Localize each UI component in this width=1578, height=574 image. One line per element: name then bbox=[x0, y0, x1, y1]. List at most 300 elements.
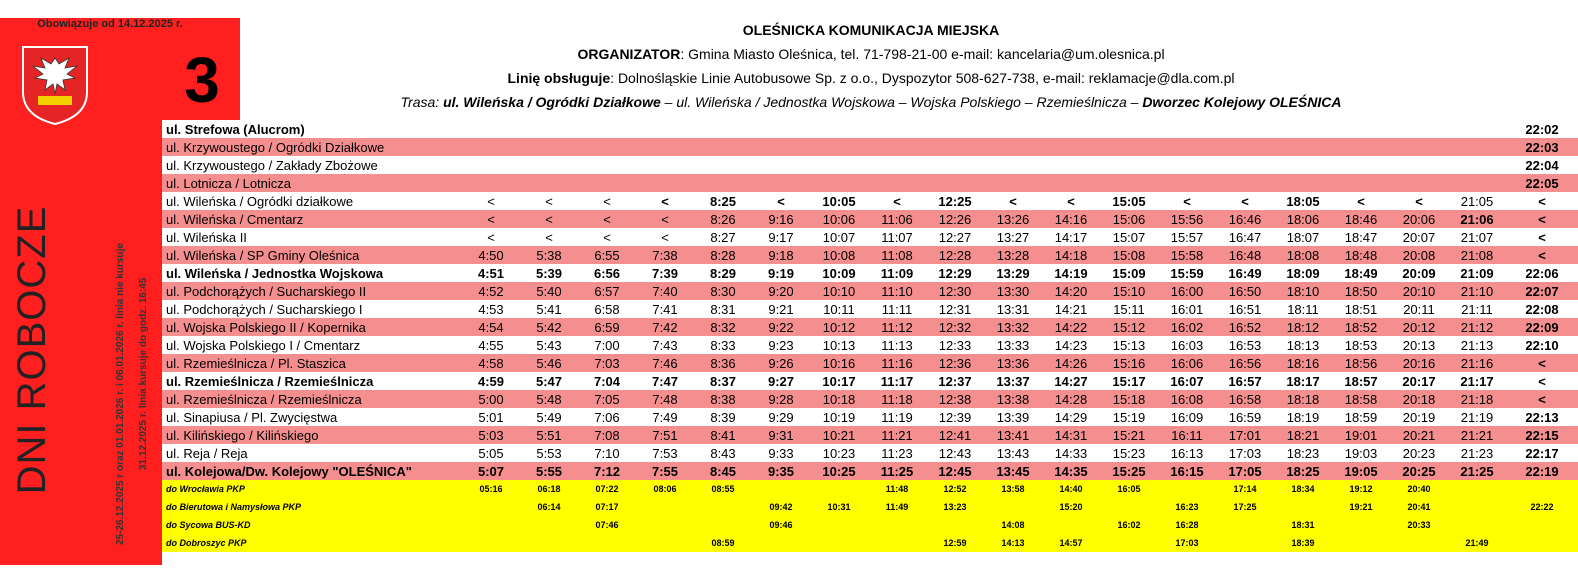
departure-time: < bbox=[984, 192, 1042, 210]
departure-time bbox=[926, 156, 984, 174]
stop-name: ul. Podchorążych / Sucharskiego I bbox=[162, 300, 462, 318]
stop-row bbox=[162, 354, 1578, 372]
stop-row bbox=[162, 390, 1578, 408]
departure-time bbox=[868, 120, 926, 138]
departure-time: 12:26 bbox=[926, 210, 984, 228]
connection-time: 08:06 bbox=[636, 480, 694, 498]
day-type-label: DNI ROBOCZE bbox=[10, 205, 54, 495]
departure-time bbox=[578, 174, 636, 192]
departure-time bbox=[1216, 120, 1274, 138]
departure-time: 10:13 bbox=[810, 336, 868, 354]
departure-time: 22:09 bbox=[1506, 318, 1578, 336]
departure-time: 22:19 bbox=[1506, 462, 1578, 480]
stop-name: ul. Wileńska II bbox=[162, 228, 462, 246]
departure-time: 7:49 bbox=[636, 408, 694, 426]
departure-time: 16:51 bbox=[1216, 300, 1274, 318]
departure-time: < bbox=[1216, 192, 1274, 210]
departure-time: 7:53 bbox=[636, 444, 694, 462]
departure-time: 12:31 bbox=[926, 300, 984, 318]
stop-row bbox=[162, 192, 1578, 210]
departure-time bbox=[810, 156, 868, 174]
departure-time: 11:16 bbox=[868, 354, 926, 372]
departure-time: 11:17 bbox=[868, 372, 926, 390]
connection-time: 06:14 bbox=[520, 498, 578, 516]
departure-time: 20:18 bbox=[1390, 390, 1448, 408]
stop-name: ul. Strefowa (Alucrom) bbox=[162, 120, 462, 138]
departure-time: 18:56 bbox=[1332, 354, 1390, 372]
departure-time: < bbox=[1506, 228, 1578, 246]
connection-time bbox=[462, 534, 520, 552]
departure-time: 5:42 bbox=[520, 318, 578, 336]
departure-time: < bbox=[636, 228, 694, 246]
stop-row bbox=[162, 246, 1578, 264]
departure-time: 21:25 bbox=[1448, 462, 1506, 480]
departure-time: < bbox=[520, 192, 578, 210]
departure-time: 4:55 bbox=[462, 336, 520, 354]
departure-time: 11:08 bbox=[868, 246, 926, 264]
departure-time bbox=[694, 156, 752, 174]
connection-time bbox=[636, 516, 694, 534]
departure-time: 8:30 bbox=[694, 282, 752, 300]
departure-time: 7:10 bbox=[578, 444, 636, 462]
departure-time: 18:49 bbox=[1332, 264, 1390, 282]
departure-time: < bbox=[520, 228, 578, 246]
departure-time: 18:52 bbox=[1332, 318, 1390, 336]
departure-time: < bbox=[578, 210, 636, 228]
departure-time bbox=[752, 138, 810, 156]
departure-time: 18:48 bbox=[1332, 246, 1390, 264]
departure-time: 5:05 bbox=[462, 444, 520, 462]
departure-time: 20:23 bbox=[1390, 444, 1448, 462]
departure-time: < bbox=[462, 192, 520, 210]
departure-time bbox=[1100, 174, 1158, 192]
departure-time: 12:27 bbox=[926, 228, 984, 246]
departure-time: 10:11 bbox=[810, 300, 868, 318]
departure-time: 17:01 bbox=[1216, 426, 1274, 444]
connection-time: 09:42 bbox=[752, 498, 810, 516]
connection-time bbox=[520, 534, 578, 552]
departure-time: 9:29 bbox=[752, 408, 810, 426]
departure-time: 14:29 bbox=[1042, 408, 1100, 426]
stop-name: ul. Wileńska / Jednostka Wojskowa bbox=[162, 264, 462, 282]
connection-time: 21:49 bbox=[1448, 534, 1506, 552]
departure-time: 18:47 bbox=[1332, 228, 1390, 246]
departure-time bbox=[1390, 120, 1448, 138]
departure-time: 13:36 bbox=[984, 354, 1042, 372]
departure-time: 15:56 bbox=[1158, 210, 1216, 228]
departure-time: 22:17 bbox=[1506, 444, 1578, 462]
header-title: OLEŚNICKA KOMUNIKACJA MIEJSKA bbox=[742, 22, 1000, 38]
departure-time bbox=[462, 120, 520, 138]
connection-time bbox=[1274, 498, 1332, 516]
connection-time: 16:05 bbox=[1100, 480, 1158, 498]
connection-time: 14:57 bbox=[1042, 534, 1100, 552]
connection-time bbox=[1216, 534, 1274, 552]
departure-time: 21:19 bbox=[1448, 408, 1506, 426]
connection-time: 07:17 bbox=[578, 498, 636, 516]
departure-time: 18:51 bbox=[1332, 300, 1390, 318]
departure-time: 14:33 bbox=[1042, 444, 1100, 462]
departure-time: 13:39 bbox=[984, 408, 1042, 426]
departure-time: 18:46 bbox=[1332, 210, 1390, 228]
departure-time: < bbox=[1506, 390, 1578, 408]
timetable bbox=[162, 120, 1578, 552]
departure-time: 9:33 bbox=[752, 444, 810, 462]
departure-time: 5:01 bbox=[462, 408, 520, 426]
departure-time bbox=[1448, 138, 1506, 156]
departure-time bbox=[984, 156, 1042, 174]
departure-time: 12:39 bbox=[926, 408, 984, 426]
departure-time bbox=[1158, 156, 1216, 174]
departure-time bbox=[810, 174, 868, 192]
departure-time bbox=[1042, 138, 1100, 156]
connection-time: 05:16 bbox=[462, 480, 520, 498]
departure-time: 10:23 bbox=[810, 444, 868, 462]
stop-row bbox=[162, 300, 1578, 318]
new-year-eve-note: 31.12.2025 r. linia kursuje do godz. 16:45 bbox=[138, 277, 149, 470]
departure-time: < bbox=[1506, 372, 1578, 390]
departure-time: 10:19 bbox=[810, 408, 868, 426]
connection-time bbox=[1100, 534, 1158, 552]
connection-time: 14:40 bbox=[1042, 480, 1100, 498]
departure-time: 12:30 bbox=[926, 282, 984, 300]
departure-time: 21:23 bbox=[1448, 444, 1506, 462]
stop-name: ul. Krzywoustego / Ogródki Działkowe bbox=[162, 138, 462, 156]
departure-time: 13:28 bbox=[984, 246, 1042, 264]
departure-time: 7:40 bbox=[636, 282, 694, 300]
departure-time bbox=[636, 120, 694, 138]
departure-time: 16:57 bbox=[1216, 372, 1274, 390]
connection-time bbox=[1506, 516, 1578, 534]
departure-time: 10:21 bbox=[810, 426, 868, 444]
departure-time bbox=[520, 174, 578, 192]
stop-name: ul. Sinapiusa / Pl. Zwycięstwa bbox=[162, 408, 462, 426]
departure-time: 18:17 bbox=[1274, 372, 1332, 390]
departure-time: 16:02 bbox=[1158, 318, 1216, 336]
departure-time: 14:22 bbox=[1042, 318, 1100, 336]
departure-time: 18:06 bbox=[1274, 210, 1332, 228]
departure-time: 5:07 bbox=[462, 462, 520, 480]
departure-time: 11:23 bbox=[868, 444, 926, 462]
connection-destination: do Wrocławia PKP bbox=[162, 480, 462, 498]
connection-time bbox=[694, 516, 752, 534]
connection-time bbox=[1332, 516, 1390, 534]
departure-time: 5:55 bbox=[520, 462, 578, 480]
connection-time: 18:31 bbox=[1274, 516, 1332, 534]
departure-time: 12:36 bbox=[926, 354, 984, 372]
departure-time: 18:11 bbox=[1274, 300, 1332, 318]
stop-name: ul. Rzemieślnicza / Pl. Staszica bbox=[162, 354, 462, 372]
connection-time: 20:33 bbox=[1390, 516, 1448, 534]
departure-time: 21:05 bbox=[1448, 192, 1506, 210]
departure-time: 7:51 bbox=[636, 426, 694, 444]
departure-time: 14:18 bbox=[1042, 246, 1100, 264]
departure-time: 18:58 bbox=[1332, 390, 1390, 408]
departure-time: 10:06 bbox=[810, 210, 868, 228]
connection-time bbox=[694, 498, 752, 516]
departure-time bbox=[1274, 156, 1332, 174]
connection-time bbox=[1100, 498, 1158, 516]
stop-row bbox=[162, 120, 1578, 138]
departure-time: 5:46 bbox=[520, 354, 578, 372]
stop-row bbox=[162, 210, 1578, 228]
departure-time: 16:15 bbox=[1158, 462, 1216, 480]
departure-time: 11:07 bbox=[868, 228, 926, 246]
departure-time: 18:16 bbox=[1274, 354, 1332, 372]
departure-time: 15:19 bbox=[1100, 408, 1158, 426]
departure-time: 11:18 bbox=[868, 390, 926, 408]
departure-time: 14:31 bbox=[1042, 426, 1100, 444]
departure-time: 16:52 bbox=[1216, 318, 1274, 336]
departure-time bbox=[694, 120, 752, 138]
departure-time: 8:39 bbox=[694, 408, 752, 426]
connection-time: 11:48 bbox=[868, 480, 926, 498]
departure-time: < bbox=[462, 228, 520, 246]
departure-time: 13:29 bbox=[984, 264, 1042, 282]
departure-time: 20:07 bbox=[1390, 228, 1448, 246]
departure-time: 9:31 bbox=[752, 426, 810, 444]
departure-time: 16:59 bbox=[1216, 408, 1274, 426]
departure-time: 5:43 bbox=[520, 336, 578, 354]
departure-time bbox=[578, 138, 636, 156]
departure-time: < bbox=[752, 192, 810, 210]
departure-time: 21:12 bbox=[1448, 318, 1506, 336]
stop-row bbox=[162, 444, 1578, 462]
stop-name: ul. Kolejowa/Dw. Kolejowy "OLEŚNICA" bbox=[162, 462, 462, 480]
departure-time: 16:47 bbox=[1216, 228, 1274, 246]
departure-time: 21:08 bbox=[1448, 246, 1506, 264]
departure-time: 20:16 bbox=[1390, 354, 1448, 372]
departure-time: 8:41 bbox=[694, 426, 752, 444]
departure-time bbox=[1274, 174, 1332, 192]
departure-time: 18:12 bbox=[1274, 318, 1332, 336]
connection-time bbox=[1448, 480, 1506, 498]
departure-time: 9:21 bbox=[752, 300, 810, 318]
stop-name: ul. Wileńska / Cmentarz bbox=[162, 210, 462, 228]
departure-time: 11:19 bbox=[868, 408, 926, 426]
departure-time: 9:20 bbox=[752, 282, 810, 300]
departure-time bbox=[1332, 156, 1390, 174]
departure-time: 13:33 bbox=[984, 336, 1042, 354]
departure-time bbox=[520, 156, 578, 174]
departure-time: 21:17 bbox=[1448, 372, 1506, 390]
departure-time: 7:12 bbox=[578, 462, 636, 480]
connection-time: 20:40 bbox=[1390, 480, 1448, 498]
departure-time: 16:06 bbox=[1158, 354, 1216, 372]
departure-time: 9:17 bbox=[752, 228, 810, 246]
departure-time: 9:23 bbox=[752, 336, 810, 354]
departure-time: 18:07 bbox=[1274, 228, 1332, 246]
departure-time: 16:08 bbox=[1158, 390, 1216, 408]
departure-time: 21:06 bbox=[1448, 210, 1506, 228]
departure-time: 14:19 bbox=[1042, 264, 1100, 282]
stop-row bbox=[162, 336, 1578, 354]
connection-time bbox=[752, 534, 810, 552]
departure-time: 18:18 bbox=[1274, 390, 1332, 408]
connection-destination: do Dobroszyc PKP bbox=[162, 534, 462, 552]
departure-time: 15:07 bbox=[1100, 228, 1158, 246]
departure-time: 19:05 bbox=[1332, 462, 1390, 480]
departure-time: 18:19 bbox=[1274, 408, 1332, 426]
stop-name: ul. Rzemieślnicza / Rzemieślnicza bbox=[162, 390, 462, 408]
connection-destination: do Sycowa BUS-KD bbox=[162, 516, 462, 534]
departure-time: 16:01 bbox=[1158, 300, 1216, 318]
departure-time: < bbox=[868, 192, 926, 210]
departure-time: 21:18 bbox=[1448, 390, 1506, 408]
departure-time bbox=[1158, 174, 1216, 192]
departure-time bbox=[1216, 138, 1274, 156]
departure-time: 16:58 bbox=[1216, 390, 1274, 408]
connection-time bbox=[810, 534, 868, 552]
departure-time: 7:06 bbox=[578, 408, 636, 426]
departure-time bbox=[462, 138, 520, 156]
departure-time: 15:23 bbox=[1100, 444, 1158, 462]
departure-time: 20:21 bbox=[1390, 426, 1448, 444]
departure-time: 10:25 bbox=[810, 462, 868, 480]
departure-time bbox=[1390, 156, 1448, 174]
departure-time: 11:12 bbox=[868, 318, 926, 336]
departure-time bbox=[984, 138, 1042, 156]
departure-time: 14:23 bbox=[1042, 336, 1100, 354]
departure-time bbox=[1042, 156, 1100, 174]
departure-time bbox=[1158, 138, 1216, 156]
departure-time: < bbox=[1506, 210, 1578, 228]
connection-row bbox=[162, 534, 1578, 552]
departure-time: 7:48 bbox=[636, 390, 694, 408]
departure-time: 12:43 bbox=[926, 444, 984, 462]
departure-time bbox=[810, 120, 868, 138]
connection-time bbox=[1448, 498, 1506, 516]
departure-time: 14:27 bbox=[1042, 372, 1100, 390]
stop-row bbox=[162, 426, 1578, 444]
departure-time: 22:06 bbox=[1506, 264, 1578, 282]
departure-time bbox=[984, 120, 1042, 138]
departure-time: 16:13 bbox=[1158, 444, 1216, 462]
departure-time: 4:54 bbox=[462, 318, 520, 336]
valid-from: Obowiązuje od 14.12.2025 r. bbox=[37, 18, 183, 30]
departure-time: 4:50 bbox=[462, 246, 520, 264]
coat-of-arms-icon bbox=[20, 44, 90, 126]
departure-time bbox=[1216, 156, 1274, 174]
departure-time: 14:16 bbox=[1042, 210, 1100, 228]
departure-time: 7:47 bbox=[636, 372, 694, 390]
departure-time: 21:16 bbox=[1448, 354, 1506, 372]
departure-time: 18:50 bbox=[1332, 282, 1390, 300]
departure-time: 16:49 bbox=[1216, 264, 1274, 282]
departure-time: 13:32 bbox=[984, 318, 1042, 336]
departure-time: 18:23 bbox=[1274, 444, 1332, 462]
departure-time: 5:49 bbox=[520, 408, 578, 426]
departure-time: 12:32 bbox=[926, 318, 984, 336]
departure-time bbox=[520, 120, 578, 138]
departure-time: 20:09 bbox=[1390, 264, 1448, 282]
departure-time bbox=[578, 156, 636, 174]
departure-time: 16:48 bbox=[1216, 246, 1274, 264]
departure-time: < bbox=[1158, 192, 1216, 210]
departure-time: 18:09 bbox=[1274, 264, 1332, 282]
departure-time bbox=[1158, 120, 1216, 138]
departure-time: 18:25 bbox=[1274, 462, 1332, 480]
departure-time bbox=[1042, 120, 1100, 138]
connection-time bbox=[1158, 480, 1216, 498]
departure-time bbox=[694, 174, 752, 192]
departure-time: 12:29 bbox=[926, 264, 984, 282]
departure-time bbox=[1042, 174, 1100, 192]
connection-time bbox=[636, 534, 694, 552]
departure-time: 15:18 bbox=[1100, 390, 1158, 408]
departure-time: 16:07 bbox=[1158, 372, 1216, 390]
departure-time: 22:10 bbox=[1506, 336, 1578, 354]
connection-time: 18:34 bbox=[1274, 480, 1332, 498]
connection-time: 16:28 bbox=[1158, 516, 1216, 534]
departure-time: 22:05 bbox=[1506, 174, 1578, 192]
departure-time: < bbox=[578, 192, 636, 210]
departure-time: 5:03 bbox=[462, 426, 520, 444]
departure-time: 13:26 bbox=[984, 210, 1042, 228]
departure-time: 7:42 bbox=[636, 318, 694, 336]
departure-time: 12:38 bbox=[926, 390, 984, 408]
departure-time: 8:27 bbox=[694, 228, 752, 246]
stop-row bbox=[162, 372, 1578, 390]
departure-time: 11:10 bbox=[868, 282, 926, 300]
departure-time: 20:11 bbox=[1390, 300, 1448, 318]
departure-time: 15:10 bbox=[1100, 282, 1158, 300]
departure-time bbox=[1448, 174, 1506, 192]
departure-time: < bbox=[1332, 192, 1390, 210]
departure-time: 14:26 bbox=[1042, 354, 1100, 372]
connection-time: 14:13 bbox=[984, 534, 1042, 552]
departure-time: 15:13 bbox=[1100, 336, 1158, 354]
departure-time: 19:01 bbox=[1332, 426, 1390, 444]
departure-time: 18:21 bbox=[1274, 426, 1332, 444]
departure-time: 11:25 bbox=[868, 462, 926, 480]
departure-time: 20:19 bbox=[1390, 408, 1448, 426]
departure-time: 9:22 bbox=[752, 318, 810, 336]
departure-time: 7:46 bbox=[636, 354, 694, 372]
departure-time: 17:05 bbox=[1216, 462, 1274, 480]
departure-time: < bbox=[462, 210, 520, 228]
departure-time bbox=[868, 156, 926, 174]
departure-time bbox=[1448, 120, 1506, 138]
departure-time: 14:35 bbox=[1042, 462, 1100, 480]
departure-time: 20:08 bbox=[1390, 246, 1448, 264]
departure-time bbox=[1448, 156, 1506, 174]
connection-time bbox=[1506, 480, 1578, 498]
connection-time: 07:22 bbox=[578, 480, 636, 498]
connection-time: 13:23 bbox=[926, 498, 984, 516]
connection-time: 06:18 bbox=[520, 480, 578, 498]
departure-time: 4:59 bbox=[462, 372, 520, 390]
departure-time: 4:52 bbox=[462, 282, 520, 300]
departure-time: 8:37 bbox=[694, 372, 752, 390]
departure-time bbox=[1100, 156, 1158, 174]
stop-row bbox=[162, 462, 1578, 480]
departure-time bbox=[752, 174, 810, 192]
departure-time bbox=[462, 174, 520, 192]
departure-time: 22:02 bbox=[1506, 120, 1578, 138]
departure-time: 21:10 bbox=[1448, 282, 1506, 300]
departure-time: 15:25 bbox=[1100, 462, 1158, 480]
departure-time: 18:13 bbox=[1274, 336, 1332, 354]
stop-row bbox=[162, 282, 1578, 300]
departure-time: 18:05 bbox=[1274, 192, 1332, 210]
departure-time: 15:57 bbox=[1158, 228, 1216, 246]
departure-time: 12:41 bbox=[926, 426, 984, 444]
holiday-note: 25-26.12.2025 r oraz 01.01.2026 r. i 06.01.2026 r. linia nie kursuje bbox=[115, 243, 126, 545]
departure-time bbox=[868, 138, 926, 156]
departure-time: 14:21 bbox=[1042, 300, 1100, 318]
departure-time: 8:25 bbox=[694, 192, 752, 210]
